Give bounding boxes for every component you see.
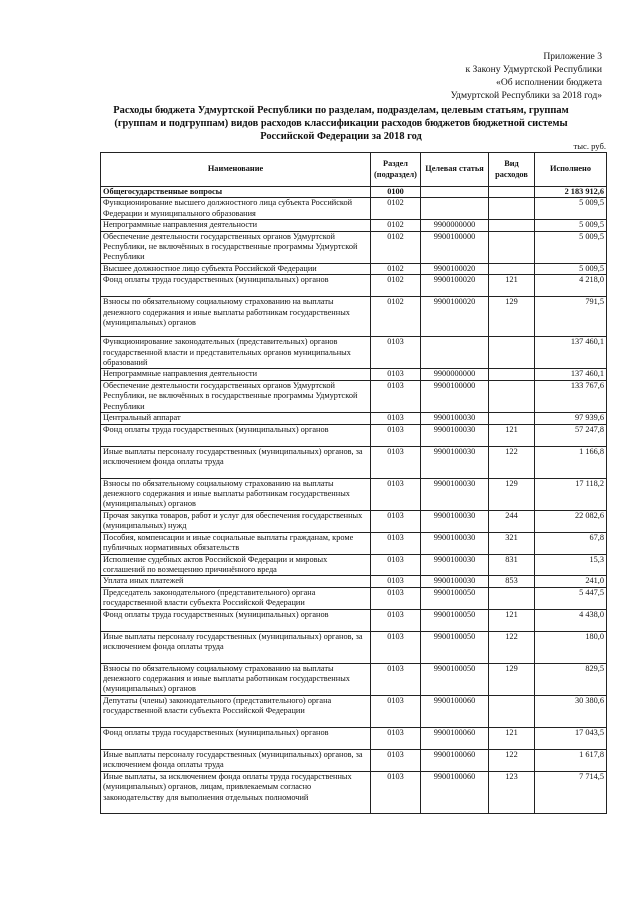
cell-target: 9900000000 xyxy=(421,369,489,380)
table-row xyxy=(101,663,607,695)
cell-section: 0103 xyxy=(371,587,421,609)
cell-target: 9900100030 xyxy=(421,446,489,478)
cell-name: Функционирование высшего должностного лица субъекта Российской Федерации и муниципального образования xyxy=(101,198,371,220)
cell-type xyxy=(489,187,535,198)
cell-executed: 5 009,5 xyxy=(535,231,607,263)
cell-name: Иные выплаты персоналу государственных (муниципальных) органов, за исключением фонда оплаты труда xyxy=(101,631,371,663)
cell-target: 9900100030 xyxy=(421,576,489,587)
cell-type: 122 xyxy=(489,631,535,663)
cell-section: 0102 xyxy=(371,220,421,231)
table-row xyxy=(101,576,607,587)
cell-type: 121 xyxy=(489,727,535,749)
cell-name: Высшее должностное лицо субъекта Российской Федерации xyxy=(101,263,371,274)
cell-type xyxy=(489,380,535,412)
table-row xyxy=(101,609,607,631)
table-row xyxy=(101,413,607,424)
cell-type: 121 xyxy=(489,609,535,631)
units-label: тыс. руб. xyxy=(573,141,606,151)
cell-name: Иные выплаты персоналу государственных (муниципальных) органов, за исключением фонда оплаты труда xyxy=(101,749,371,771)
cell-target: 9900100030 xyxy=(421,413,489,424)
cell-executed: 97 939,6 xyxy=(535,413,607,424)
table-row xyxy=(101,510,607,532)
cell-section: 0102 xyxy=(371,297,421,337)
cell-section: 0103 xyxy=(371,424,421,446)
cell-type xyxy=(489,587,535,609)
cell-executed: 1 166,8 xyxy=(535,446,607,478)
cell-name: Общегосударственные вопросы xyxy=(101,187,371,198)
cell-executed: 2 183 912,6 xyxy=(535,187,607,198)
cell-section: 0103 xyxy=(371,727,421,749)
cell-executed: 133 767,6 xyxy=(535,380,607,412)
cell-name: Фонд оплаты труда государственных (муниципальных) органов xyxy=(101,275,371,297)
cell-section: 0103 xyxy=(371,413,421,424)
cell-executed: 5 009,5 xyxy=(535,263,607,274)
appendix-header xyxy=(342,50,602,102)
cell-type: 853 xyxy=(489,576,535,587)
table-row xyxy=(101,337,607,369)
cell-name: Взносы по обязательному социальному страхованию на выплаты денежного содержания и иные выплаты работникам государственных (муниципальных) органов xyxy=(101,297,371,337)
cell-target: 9900100050 xyxy=(421,663,489,695)
appendix-line: Удмуртской Республики за 2018 год» xyxy=(450,90,602,101)
cell-executed: 180,0 xyxy=(535,631,607,663)
appendix-line: Приложение 3 xyxy=(543,51,602,62)
cell-executed: 4 218,0 xyxy=(535,275,607,297)
cell-target: 9900100020 xyxy=(421,263,489,274)
table-row xyxy=(101,263,607,274)
cell-executed: 4 438,0 xyxy=(535,609,607,631)
cell-type: 129 xyxy=(489,297,535,337)
table-row xyxy=(101,587,607,609)
cell-section: 0103 xyxy=(371,554,421,576)
cell-section: 0103 xyxy=(371,510,421,532)
cell-type: 121 xyxy=(489,424,535,446)
appendix-line: «Об исполнении бюджета xyxy=(496,77,602,88)
cell-section: 0103 xyxy=(371,446,421,478)
cell-name: Функционирование законодательных (представительных) органов государственной власти и представительных органов муниципальных образований xyxy=(101,337,371,369)
cell-type: 129 xyxy=(489,478,535,510)
cell-name: Фонд оплаты труда государственных (муниципальных) органов xyxy=(101,424,371,446)
cell-type xyxy=(489,695,535,727)
cell-executed: 137 460,1 xyxy=(535,337,607,369)
table-row xyxy=(101,631,607,663)
cell-section: 0103 xyxy=(371,532,421,554)
table-body xyxy=(101,187,607,814)
cell-executed: 5 009,5 xyxy=(535,198,607,220)
cell-type xyxy=(489,369,535,380)
cell-target: 9900100030 xyxy=(421,478,489,510)
cell-name: Уплата иных платежей xyxy=(101,576,371,587)
table-row xyxy=(101,297,607,337)
appendix-line: к Закону Удмуртской Республики xyxy=(465,64,602,75)
expenses-table xyxy=(100,152,607,814)
cell-target: 9900100000 xyxy=(421,380,489,412)
cell-target: 9900100020 xyxy=(421,275,489,297)
cell-section: 0103 xyxy=(371,609,421,631)
cell-target: 9900100050 xyxy=(421,631,489,663)
cell-type xyxy=(489,231,535,263)
table-row xyxy=(101,771,607,813)
header-type: Вид расходов xyxy=(489,153,535,187)
header-section: Раздел (подраздел) xyxy=(371,153,421,187)
cell-target: 9900100060 xyxy=(421,749,489,771)
cell-target: 9900000000 xyxy=(421,220,489,231)
table-row xyxy=(101,727,607,749)
table-row xyxy=(101,424,607,446)
cell-target: 9900100020 xyxy=(421,297,489,337)
cell-executed: 15,3 xyxy=(535,554,607,576)
cell-type: 244 xyxy=(489,510,535,532)
cell-section: 0100 xyxy=(371,187,421,198)
cell-target: 9900100030 xyxy=(421,510,489,532)
cell-section: 0103 xyxy=(371,576,421,587)
cell-type: 121 xyxy=(489,275,535,297)
header-executed: Исполнено xyxy=(535,153,607,187)
cell-section: 0103 xyxy=(371,749,421,771)
cell-name: Непрограммные направления деятельности xyxy=(101,369,371,380)
cell-name: Взносы по обязательному социальному страхованию на выплаты денежного содержания и иные выплаты работникам государственных (муниципальных) органов xyxy=(101,478,371,510)
cell-type: 321 xyxy=(489,532,535,554)
cell-section: 0103 xyxy=(371,695,421,727)
table-row xyxy=(101,369,607,380)
table-row xyxy=(101,231,607,263)
cell-section: 0102 xyxy=(371,198,421,220)
cell-section: 0103 xyxy=(371,337,421,369)
cell-executed: 57 247,8 xyxy=(535,424,607,446)
table-row xyxy=(101,220,607,231)
cell-type xyxy=(489,198,535,220)
cell-executed: 5 447,5 xyxy=(535,587,607,609)
table-row xyxy=(101,478,607,510)
table-row xyxy=(101,749,607,771)
cell-name: Обеспечение деятельности государственных органов Удмуртской Республики, не включённых в государственные программы Удмуртской Республики xyxy=(101,231,371,263)
cell-executed: 22 082,6 xyxy=(535,510,607,532)
cell-type: 122 xyxy=(489,446,535,478)
cell-name: Иные выплаты, за исключением фонда оплаты труда государственных (муниципальных) органов, лицам, привлекаемым согласно законодательству для выполнения отдельных полномочий xyxy=(101,771,371,813)
cell-section: 0103 xyxy=(371,380,421,412)
cell-name: Иные выплаты персоналу государственных (муниципальных) органов, за исключением фонда оплаты труда xyxy=(101,446,371,478)
cell-executed: 67,8 xyxy=(535,532,607,554)
cell-type xyxy=(489,337,535,369)
table-row xyxy=(101,187,607,198)
cell-name: Депутаты (члены) законодательного (представительного) органа государственной власти субъекта Российской Федерации xyxy=(101,695,371,727)
cell-name: Фонд оплаты труда государственных (муниципальных) органов xyxy=(101,727,371,749)
cell-executed: 791,5 xyxy=(535,297,607,337)
cell-section: 0103 xyxy=(371,478,421,510)
cell-section: 0103 xyxy=(371,663,421,695)
cell-type xyxy=(489,413,535,424)
cell-type: 123 xyxy=(489,771,535,813)
cell-executed: 829,5 xyxy=(535,663,607,695)
cell-name: Председатель законодательного (представительного) органа государственной власти субъекта Российской Федерации xyxy=(101,587,371,609)
header-target: Целевая статья xyxy=(421,153,489,187)
cell-target: 9900100030 xyxy=(421,554,489,576)
cell-type: 831 xyxy=(489,554,535,576)
cell-executed: 5 009,5 xyxy=(535,220,607,231)
cell-name: Фонд оплаты труда государственных (муниципальных) органов xyxy=(101,609,371,631)
cell-section: 0103 xyxy=(371,771,421,813)
cell-executed: 7 714,5 xyxy=(535,771,607,813)
cell-target: 9900100060 xyxy=(421,771,489,813)
cell-name: Пособия, компенсации и иные социальные выплаты гражданам, кроме публичных нормативных обязательств xyxy=(101,532,371,554)
cell-target: 9900100000 xyxy=(421,231,489,263)
cell-section: 0102 xyxy=(371,231,421,263)
cell-executed: 17 043,5 xyxy=(535,727,607,749)
cell-section: 0103 xyxy=(371,369,421,380)
cell-executed: 241,0 xyxy=(535,576,607,587)
table-row xyxy=(101,446,607,478)
table-row xyxy=(101,554,607,576)
table-row xyxy=(101,198,607,220)
cell-section: 0102 xyxy=(371,275,421,297)
cell-executed: 17 118,2 xyxy=(535,478,607,510)
table-row xyxy=(101,380,607,412)
cell-name: Центральный аппарат xyxy=(101,413,371,424)
header-name: Наименование xyxy=(101,153,371,187)
cell-name: Обеспечение деятельности государственных органов Удмуртской Республики, не включённых в государственные программы Удмуртской Республики xyxy=(101,380,371,412)
cell-name: Прочая закупка товаров, работ и услуг для обеспечения государственных (муниципальных) нужд xyxy=(101,510,371,532)
cell-target: 9900100030 xyxy=(421,424,489,446)
cell-type: 129 xyxy=(489,663,535,695)
cell-section: 0103 xyxy=(371,631,421,663)
table-row xyxy=(101,532,607,554)
cell-executed: 137 460,1 xyxy=(535,369,607,380)
cell-section: 0102 xyxy=(371,263,421,274)
cell-target xyxy=(421,337,489,369)
cell-type: 122 xyxy=(489,749,535,771)
cell-target xyxy=(421,187,489,198)
cell-name: Исполнение судебных актов Российской Федерации и мировых соглашений по возмещению причинённого вреда xyxy=(101,554,371,576)
cell-executed: 1 617,8 xyxy=(535,749,607,771)
cell-type xyxy=(489,220,535,231)
cell-name: Взносы по обязательному социальному страхованию на выплаты денежного содержания и иные выплаты работникам государственных (муниципальных) органов xyxy=(101,663,371,695)
cell-target: 9900100060 xyxy=(421,727,489,749)
table-row xyxy=(101,275,607,297)
table-row xyxy=(101,695,607,727)
cell-target xyxy=(421,198,489,220)
cell-executed: 30 380,6 xyxy=(535,695,607,727)
cell-target: 9900100030 xyxy=(421,532,489,554)
cell-name: Непрограммные направления деятельности xyxy=(101,220,371,231)
table-header-row xyxy=(101,153,607,187)
cell-target: 9900100050 xyxy=(421,587,489,609)
cell-target: 9900100060 xyxy=(421,695,489,727)
cell-type xyxy=(489,263,535,274)
cell-target: 9900100050 xyxy=(421,609,489,631)
document-title: Расходы бюджета Удмуртской Республики по разделам, подразделам, целевым статьям, группам (группам и подгруппам) видов расходов классификации расходов бюджетов бюджетной системы Российской Федерации за 2018 год xyxy=(113,105,569,142)
